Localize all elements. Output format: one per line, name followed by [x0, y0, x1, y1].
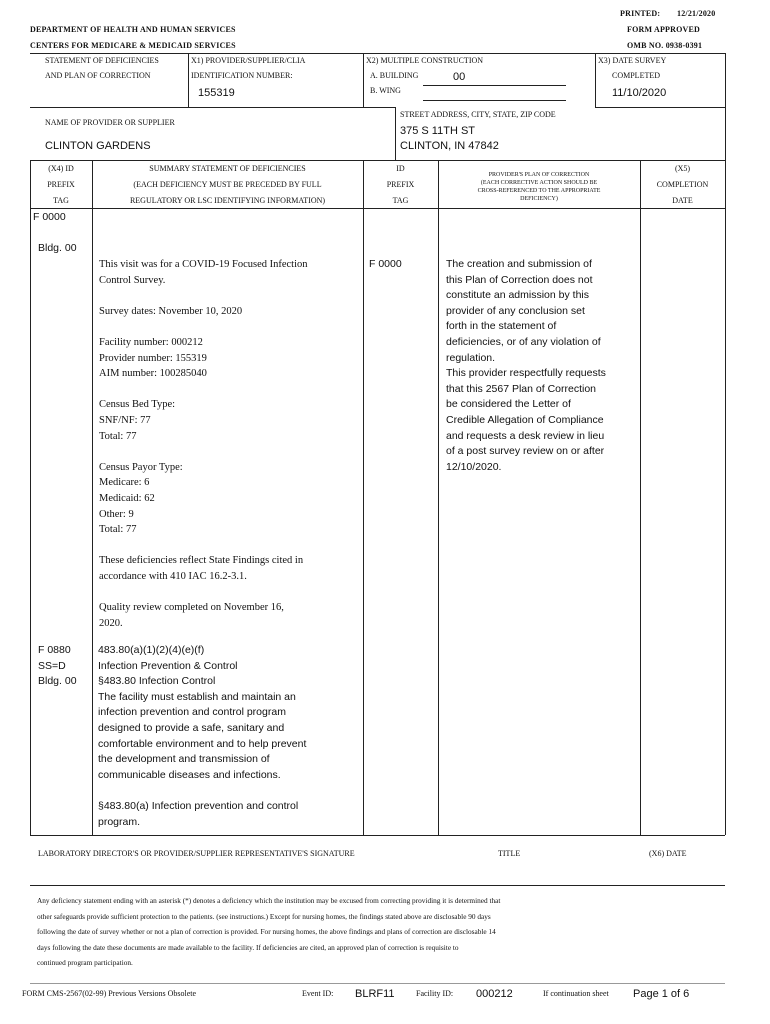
printed-label: PRINTED: [620, 9, 661, 18]
x6-date-label: (X6) DATE [649, 849, 687, 858]
x1-label: X1) PROVIDER/SUPPLIER/CLIA [191, 56, 306, 65]
summary-header-2: (EACH DEFICIENCY MUST BE PRECEDED BY FULL [133, 180, 322, 189]
plan-header-4: DEFICIENCY) [520, 196, 558, 202]
x1-label-2: IDENTIFICATION NUMBER: [191, 71, 293, 80]
summary-statement-2: 483.80(a)(1)(2)(4)(e)(f) Infection Prevention & Control §483.80 Infection Control The facility must establish and maintain an infection prevention and control program designed to provide a safe, sanitary and comfortable environment and to help prevent the development and transmission of communicable diseases and infections. §483.80(a) Infection prevention and control program. [98, 644, 307, 828]
provider-id-value: 155319 [198, 87, 235, 99]
address-line-2: CLINTON, IN 47842 [400, 140, 499, 152]
x4-header-2: PREFIX [47, 180, 75, 189]
summary-statement-1: This visit was for a COVID-19 Focused Infection Control Survey. Survey dates: November 10, 2020 Facility number: 000212 Provider number: 155319 AIM number: 100285040 Census Bed Type: SNF/NF: 77 Total: 77 Census Payor Type: Medicare: 6 Medicaid: 62 Other: 9 Total: 77 These deficiencies reflect State Findings cited in accordance with 410 IAC 16.2-3.1. Quality review completed on November 16, 2020. [99, 259, 308, 629]
summary-header-3: REGULATORY OR LSC IDENTIFYING INFORMATION) [129, 196, 326, 205]
statement-label-1: STATEMENT OF DEFICIENCIES [45, 56, 159, 65]
address-line-1: 375 S 11TH ST [400, 125, 475, 137]
x5-header-2: COMPLETION [656, 180, 709, 189]
x2-label: X2) MULTIPLE CONSTRUCTION [366, 56, 484, 65]
plan-of-correction-text: The creation and submission of this Plan of Correction does not constitute an admission by this provider of any conclusion set forth in the statement of deficiencies, or of any violation of regulation. This provider respectfully requests that this 2567 Plan of Correction be considered the Letter of Credible Allegation of Compliance and requests a desk review in lieu of a post survey review on or after 12/10/2020. [446, 258, 606, 473]
id-header-3: TAG [392, 196, 409, 205]
building-tag-1: Bldg. 00 [38, 242, 77, 254]
continuation-label: If continuation sheet [543, 989, 609, 998]
plan-prefix-tag: F 0000 [369, 258, 402, 270]
provider-name-value: CLINTON GARDENS [45, 140, 151, 152]
id-header-2: PREFIX [386, 180, 415, 189]
plan-header-1: PROVIDER'S PLAN OF CORRECTION [488, 172, 590, 178]
id-header-1: ID [396, 164, 405, 173]
page-number: Page 1 of 6 [633, 988, 690, 1000]
form-approved: FORM APPROVED [627, 25, 701, 34]
form-number: FORM CMS-2567(02-99) Previous Versions Obsolete [22, 989, 197, 998]
printed-date: 12/21/2020 [677, 9, 716, 18]
prefix-tag-f0000: F 0000 [33, 211, 66, 223]
x4-header-3: TAG [53, 196, 69, 205]
signature-label: LABORATORY DIRECTOR'S OR PROVIDER/SUPPLIER REPRESENTATIVE'S SIGNATURE [38, 849, 355, 858]
disclaimer-text: Any deficiency statement ending with an asterisk (*) denotes a deficiency which the institution may be excused from correcting providing it is determined that other safeguards provide sufficient protection to the patients. (see instructions.) Except for nursing homes, the findings stated above are disclosable 90 days following the date of survey whether or not a plan of correction is provided. For nursing homes, the above findings and plans of correction are disclosable 14 days following the date these documents are made available to the facility. If deficiencies are cited, an approved plan of correction is requisite to continued program participation. [37, 896, 501, 968]
prefix-tag-f0880: F 0880 SS=D Bldg. 00 [38, 644, 77, 688]
x3-label: X3) DATE SURVEY [598, 56, 667, 65]
summary-header-1: SUMMARY STATEMENT OF DEFICIENCIES [149, 164, 306, 173]
x4-header-1: (X4) ID [48, 164, 74, 173]
x5-header-1: (X5) [674, 164, 691, 173]
event-id-label: Event ID: [302, 989, 334, 998]
survey-date-value: 11/10/2020 [612, 87, 667, 99]
building-label: A. BUILDING [370, 71, 419, 80]
event-id-value: BLRF11 [355, 988, 395, 1000]
x5-header-3: DATE [672, 196, 693, 205]
centers-name: CENTERS FOR MEDICARE & MEDICAID SERVICES [30, 41, 236, 50]
omb-number: OMB NO. 0938-0391 [627, 41, 703, 50]
wing-label: B. WING [370, 86, 401, 95]
statement-label-2: AND PLAN OF CORRECTION [45, 71, 151, 80]
address-label: STREET ADDRESS, CITY, STATE, ZIP CODE [400, 110, 556, 119]
facility-id-label: Facility ID: [416, 989, 454, 998]
facility-id-value: 000212 [476, 988, 513, 1000]
plan-header-2: (EACH CORRECTIVE ACTION SHOULD BE [480, 180, 598, 186]
plan-header-3: CROSS-REFERENCED TO THE APPROPRIATE [477, 188, 601, 194]
title-label: TITLE [498, 849, 521, 858]
provider-name-label: NAME OF PROVIDER OR SUPPLIER [45, 118, 175, 127]
x3-label-2: COMPLETED [612, 71, 660, 80]
building-value: 00 [453, 71, 466, 83]
department-name: DEPARTMENT OF HEALTH AND HUMAN SERVICES [30, 25, 236, 34]
